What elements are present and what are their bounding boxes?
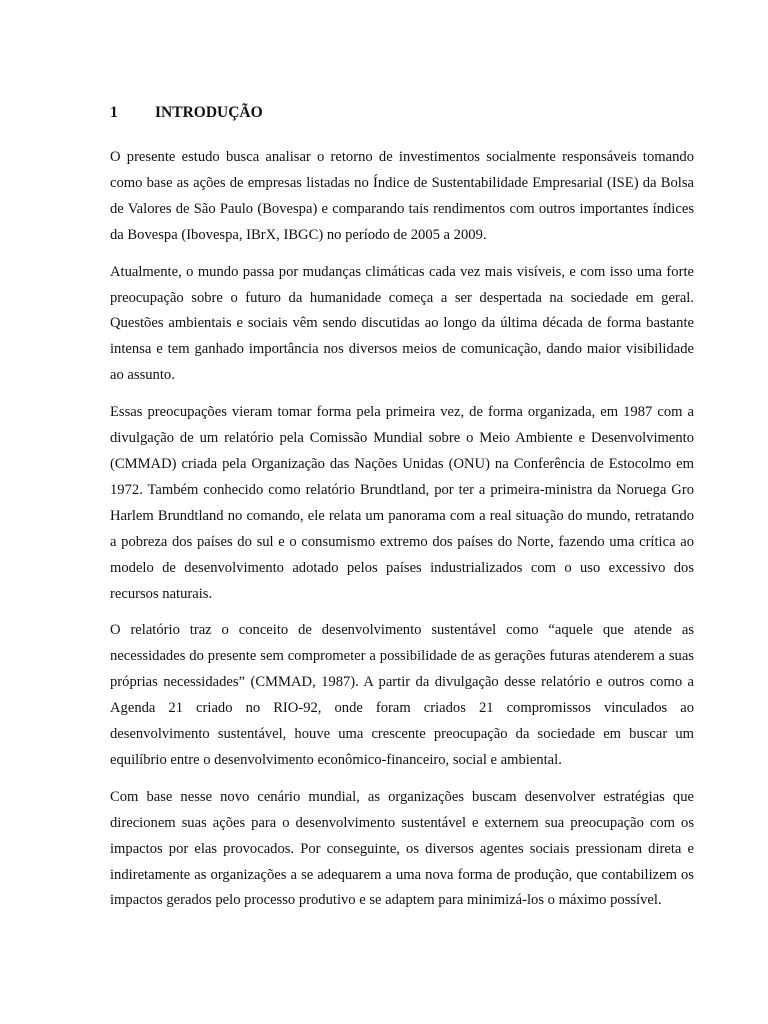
section-heading [110,100,694,126]
section-number: 1 [110,104,118,121]
paragraph-2: Atualmente, o mundo passa por mudanças climáticas cada vez mais visíveis, e com isso uma forte preocupação sobre o futuro da humanidade começa a ser despertada na sociedade em geral. Questões ambientais e sociais vêm sendo discutidas ao longo da última década de forma bastante intensa e tem ganhado importância nos diversos meios de comunicação, dando maior visibilidade ao assunto. [110,263,694,384]
paragraph-5: Com base nesse novo cenário mundial, as organizações buscam desenvolver estratégias que direcionem suas ações para o desenvolvimento sustentável e externem sua preocupação com os impactos por elas provocados. Por conseguinte, os diversos agentes sociais pressionam direta e indiretamente as organizações a se adequarem a uma nova forma de produção, que contabilizem os impactos gerados pelo processo produtivo e se adaptem para minimizá-los o máximo possível. [110,788,694,909]
paragraph-3: Essas preocupações vieram tomar forma pela primeira vez, de forma organizada, em 1987 com a divulgação de um relatório pela Comissão Mundial sobre o Meio Ambiente e Desenvolvimento (CMMAD) criada pela Organização das Nações Unidas (ONU) na Conferência de Estocolmo em 1972. Também conhecido como relatório Brundtland, por ter a primeira-ministra da Noruega Gro Harlem Brundtland no comando, ele relata um panorama com a real situação do mundo, retratando a pobreza dos países do sul e o consumismo extremo dos países do Norte, fazendo uma crítica ao modelo de desenvolvimento adotado pelos países industrializados com o uso excessivo dos recursos naturais. [110,404,694,602]
document-page [110,100,694,925]
paragraph-4: O relatório traz o conceito de desenvolvimento sustentável como “aquele que atende as necessidades do presente sem comprometer a possibilidade de as gerações futuras atenderem a suas próprias necessidades” (CMMAD, 1987). A partir da divulgação desse relatório e outros como a Agenda 21 criado no RIO-92, onde foram criados 21 compromissos vinculados ao desenvolvimento sustentável, houve uma crescente preocupação da sociedade em buscar um equilíbrio entre o desenvolvimento econômico-financeiro, social e ambiental. [110,622,694,768]
section-title: INTRODUÇÃO [155,104,263,121]
paragraph-1: O presente estudo busca analisar o retorno de investimentos socialmente responsáveis tomando como base as ações de empresas listadas no Índice de Sustentabilidade Empresarial (ISE) da Bolsa de Valores de São Paulo (Bovespa) e comparando tais rendimentos com outros importantes índices da Bovespa (Ibovespa, IBrX, IBGC) no período de 2005 a 2009. [110,149,694,243]
